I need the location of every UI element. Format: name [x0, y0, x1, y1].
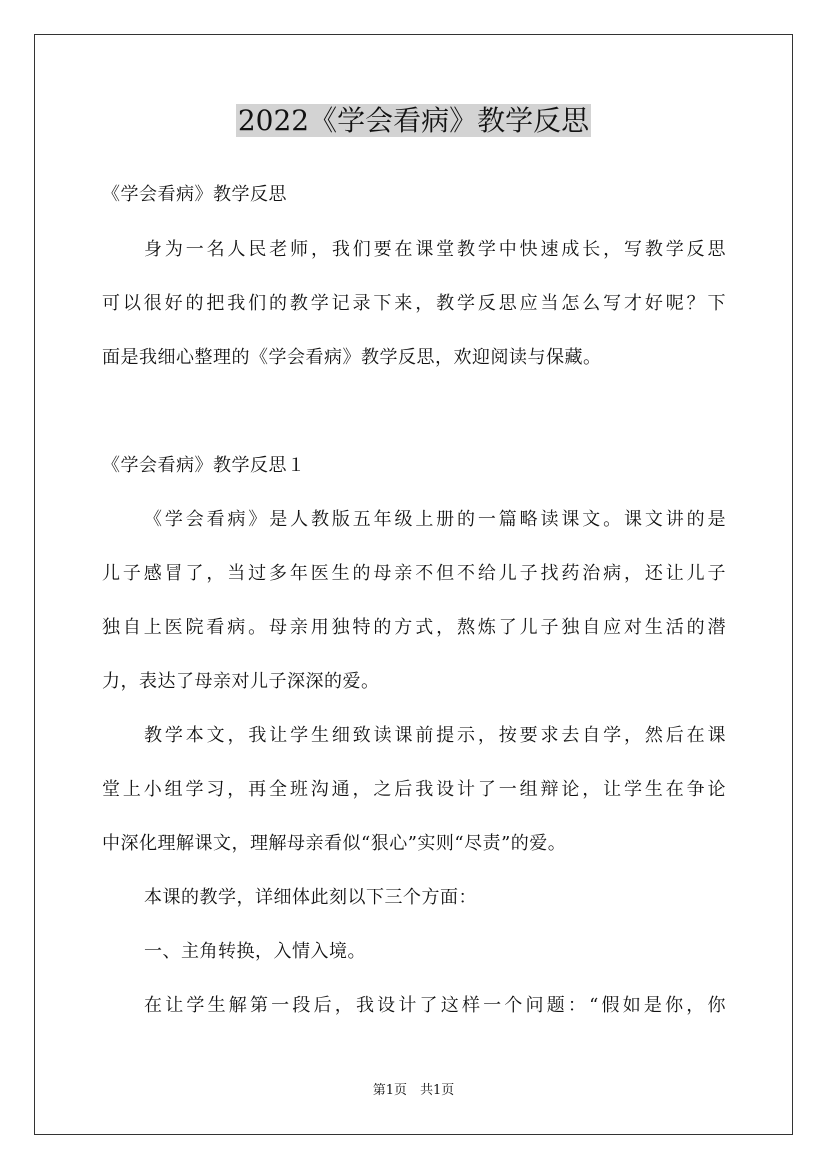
paragraph-line: 在让学生解第一段后，我设计了这样一个问题：“假如是你，你	[144, 995, 726, 1016]
paragraph-line: 可以很好的把我们的教学记录下来，教学反思应当怎么写才好呢？下	[102, 293, 726, 314]
paragraph-line: 儿子感冒了，当过多年医生的母亲不但不给儿子找药治病，还让儿子	[102, 563, 726, 584]
paragraph-line: 教学本文，我让学生细致读课前提示，按要求去自学，然后在课	[144, 725, 726, 746]
page-footer: 第1页 共1页	[372, 1083, 455, 1098]
document-title	[0, 100, 827, 142]
paragraph-line: 一、主角转换，入情入境。	[144, 941, 366, 962]
paragraph-line: 本课的教学，详细体此刻以下三个方面：	[144, 887, 477, 908]
paragraph-line: 堂上小组学习，再全班沟通，之后我设计了一组辩论，让学生在争论	[102, 779, 726, 800]
paragraph-line: 独自上医院看病。母亲用独特的方式，熬炼了儿子独自应对生活的潜	[102, 617, 726, 638]
paragraph-line: 《学会看病》是人教版五年级上册的一篇略读课文。课文讲的是	[144, 509, 726, 530]
paragraph-line: 身为一名人民老师，我们要在课堂教学中快速成长，写教学反思	[144, 239, 726, 260]
paragraph-line: 中深化理解课文，理解母亲看似“狠心”实则“尽责”的爱。	[102, 833, 567, 854]
paragraph-line: 力，表达了母亲对儿子深深的爱。	[102, 671, 380, 692]
document-title-text: 2022《学会看病》教学反思	[237, 104, 590, 137]
section-heading: 《学会看病》教学反思	[102, 184, 287, 205]
paragraph-line: 面是我细心整理的《学会看病》教学反思，欢迎阅读与保藏。	[102, 347, 602, 368]
section-heading: 《学会看病》教学反思１	[102, 455, 306, 476]
